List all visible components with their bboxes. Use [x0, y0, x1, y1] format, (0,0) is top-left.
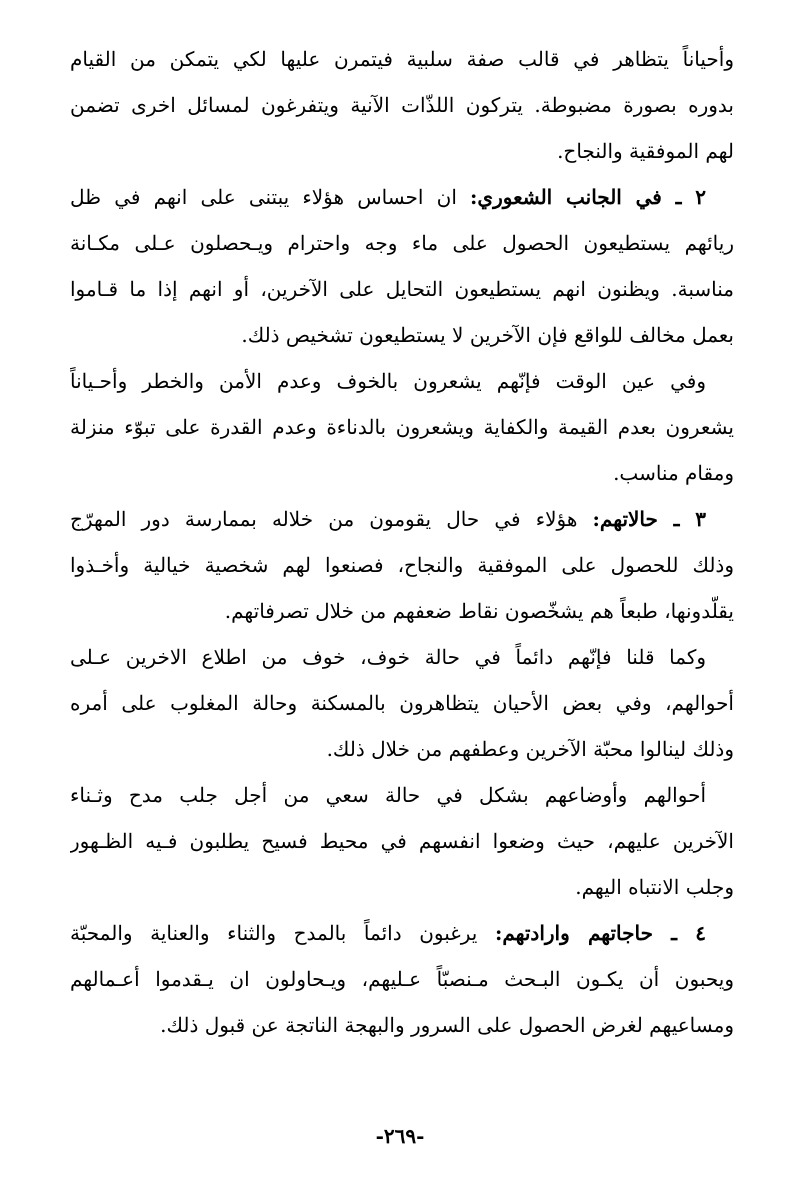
text-run: هؤلاء في حال يقومون من خلاله بممارسة دور المهرّج — [70, 507, 593, 531]
paragraph-6 — [70, 772, 734, 910]
text-line: وذلك للحصول على الموفقية والنجاح، فصنعوا لهم شخصية خيالية وأخـذوا — [70, 553, 734, 577]
section-heading: ٢ ـ في الجانب الشعوري: — [470, 185, 706, 209]
text-run: يرغبون دائماً بالمدح والثناء والعناية والمحبّة — [70, 921, 495, 945]
section-heading: ٤ ـ حاجاتهم وارادتهم: — [494, 921, 706, 945]
text-run: ان احساس هؤلاء يبتنى على انهم في ظل — [70, 185, 471, 209]
text-line: مناسبة. ويظنون انهم يستطيعون التحايل على الآخرين، أو انهم إذا ما قـاموا — [70, 277, 734, 301]
page-number: -٢٦٩- — [375, 1124, 425, 1148]
book-page — [70, 36, 734, 1048]
text-line: ويحبون أن يكـون البـحث مـنصبّاً عـليهم، ويـحاولون ان يـقدموا أعـمالهم — [70, 967, 734, 991]
text-line: أحوالهم، وفي بعض الأحيان يتظاهرون بالمسكنة وحالة المغلوب على أمره — [70, 691, 734, 715]
text-line: وذلك لينالوا محبّة الآخرين وعطفهم من خلال ذلك. — [326, 737, 734, 761]
paragraph-7 — [70, 910, 734, 1048]
paragraph-4 — [70, 496, 734, 634]
section-heading: ٣ ـ حالاتهم: — [592, 507, 706, 531]
text-line: ريائهم يستطيعون الحصول على ماء وجه واحترام ويـحصلون عـلى مكـانة — [70, 231, 734, 255]
text-line: وفي عين الوقت فإنّهم يشعرون بالخوف وعدم الأمن والخطر وأحـياناً — [70, 369, 706, 393]
paragraph-1 — [70, 36, 734, 174]
text-line: وجلب الانتباه اليهم. — [575, 875, 734, 899]
text-line: أحوالهم وأوضاعهم بشكل في حالة سعي من أجل جلب مدح وثـناء — [70, 783, 706, 807]
text-line: ومقام مناسب. — [613, 461, 734, 485]
text-line: يقلّدونها، طبعاً هم يشخّصون نقاط ضعفهم من خلال تصرفاتهم. — [224, 599, 734, 623]
text-line — [70, 174, 734, 220]
text-line: لهم الموفقية والنجاح. — [557, 139, 734, 163]
text-line: وأحياناً يتظاهر في قالب صفة سلبية فيتمرن عليها لكي يتمكن من القيام — [70, 47, 734, 71]
paragraph-2 — [70, 174, 734, 358]
text-line — [70, 496, 734, 542]
text-line — [70, 910, 734, 956]
text-line: يشعرون بعدم القيمة والكفاية ويشعرون بالدناءة وعدم القدرة على تبوّء منزلة — [70, 415, 734, 439]
paragraph-3 — [70, 358, 734, 496]
text-line: بعمل مخالف للواقع فإن الآخرين لا يستطيعون تشخيص ذلك. — [241, 323, 734, 347]
paragraph-5 — [70, 634, 734, 772]
text-line: وكما قلنا فإنّهم دائماً في حالة خوف، خوف من اطلاع الاخرين عـلى — [70, 645, 706, 669]
text-line: ومساعيهم لغرض الحصول على السرور والبهجة الناتجة عن قبول ذلك. — [160, 1013, 734, 1037]
text-line: الآخرين عليهم، حيث وضعوا انفسهم في محيط فسيح يطلبون فـيه الظـهور — [70, 829, 734, 853]
text-line: بدوره بصورة مضبوطة. يتركون اللذّات الآنية ويتفرغون لمسائل اخرى تضمن — [70, 93, 734, 117]
